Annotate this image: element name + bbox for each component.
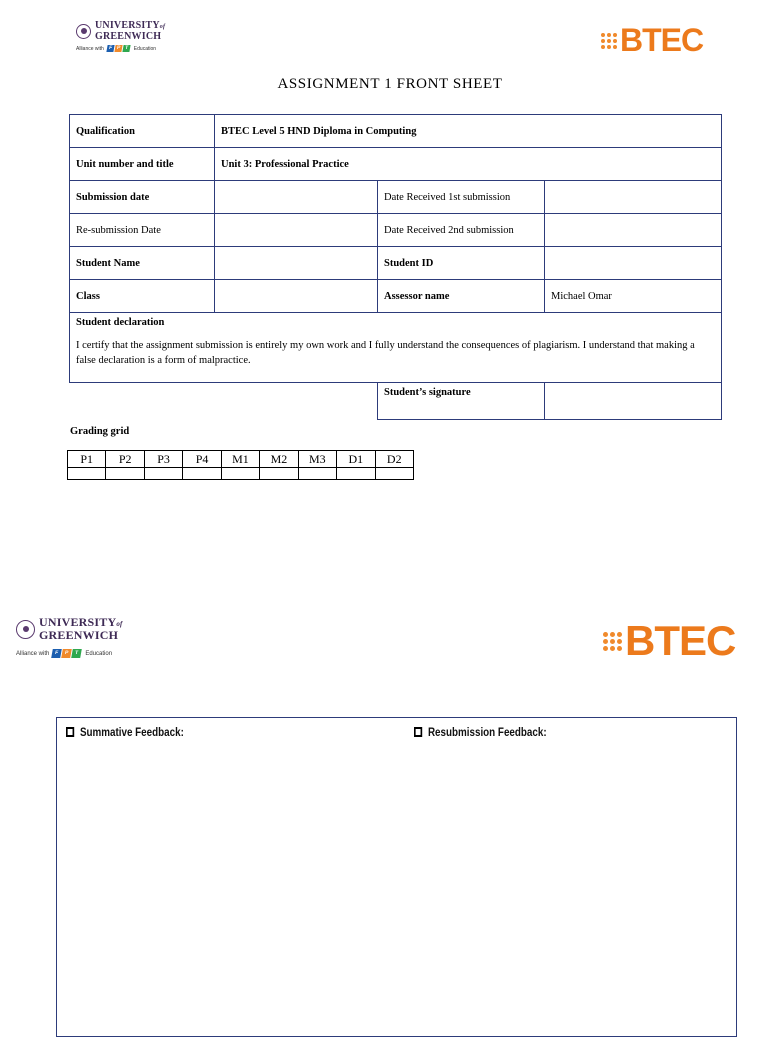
student-id-label: Student ID	[378, 247, 545, 280]
grading-value-row	[68, 468, 414, 480]
university-name-of: of	[116, 620, 123, 628]
grade-value-p1[interactable]	[68, 468, 106, 480]
university-logo	[76, 21, 165, 52]
row-submission-date	[70, 181, 722, 214]
grade-header-p3: P3	[144, 451, 182, 468]
university-logo-page2	[16, 617, 123, 658]
university-seal-icon	[16, 620, 35, 639]
resubmission-feedback-option[interactable]	[414, 725, 547, 739]
fpt-letter-t: T	[72, 649, 83, 658]
grade-value-m3[interactable]	[298, 468, 336, 480]
grade-header-d1: D1	[337, 451, 375, 468]
signature-label: Student’s signature	[378, 383, 545, 420]
btec-dots-icon	[603, 632, 622, 651]
declaration-text: I certify that the assignment submission is entirely my own work and I fully understand the consequences of plagiarism. I understand that making a false declaration is a form of malpractice.	[76, 340, 695, 366]
fpt-letter-p: P	[62, 649, 73, 658]
resubmission-feedback-label: Resubmission Feedback:	[427, 725, 547, 739]
row-unit	[70, 148, 722, 181]
checkbox-icon[interactable]	[414, 727, 422, 737]
grade-header-p4: P4	[183, 451, 221, 468]
grade-value-p4[interactable]	[183, 468, 221, 480]
btec-logo-page2	[603, 617, 735, 665]
submission-date-field[interactable]	[215, 181, 378, 214]
date-received-2-label: Date Received 2nd submission	[378, 214, 545, 247]
row-student-name	[70, 247, 722, 280]
alliance-prefix: Alliance with	[16, 650, 50, 657]
grade-value-m2[interactable]	[260, 468, 298, 480]
date-received-2-field[interactable]	[545, 214, 722, 247]
feedback-box	[56, 717, 737, 1037]
fpt-letter-t: T	[122, 45, 130, 52]
student-id-field[interactable]	[545, 247, 722, 280]
fpt-letter-f: F	[106, 45, 114, 52]
grade-value-p3[interactable]	[144, 468, 182, 480]
fpt-logo	[107, 45, 131, 52]
grading-grid-label: Grading grid	[70, 426, 130, 437]
front-sheet-table	[69, 114, 722, 420]
btec-logo	[601, 22, 703, 59]
assessor-field[interactable]: Michael Omar	[545, 280, 722, 313]
alliance-prefix: Alliance with	[76, 45, 104, 52]
class-label: Class	[70, 280, 215, 313]
resubmission-date-label: Re-submission Date	[70, 214, 215, 247]
summative-feedback-option[interactable]	[66, 725, 184, 739]
grading-header-row	[68, 451, 414, 468]
class-field[interactable]	[215, 280, 378, 313]
university-name-of: of	[159, 24, 166, 30]
university-name-line1: UNIVERSITY	[39, 615, 117, 629]
grade-value-d1[interactable]	[337, 468, 375, 480]
row-qualification	[70, 115, 722, 148]
grade-header-m3: M3	[298, 451, 336, 468]
student-name-field[interactable]	[215, 247, 378, 280]
grade-value-m1[interactable]	[221, 468, 259, 480]
alliance-suffix: Education	[85, 650, 113, 657]
assessor-label: Assessor name	[378, 280, 545, 313]
signature-field[interactable]	[545, 383, 722, 420]
unit-value: Unit 3: Professional Practice	[215, 148, 722, 181]
date-received-1-field[interactable]	[545, 181, 722, 214]
row-resubmission-date	[70, 214, 722, 247]
university-name-line1: UNIVERSITY	[95, 20, 160, 31]
page-title: ASSIGNMENT 1 FRONT SHEET	[277, 76, 503, 92]
submission-date-label: Submission date	[70, 181, 215, 214]
qualification-label: Qualification	[70, 115, 215, 148]
fpt-letter-p: P	[114, 45, 122, 52]
qualification-value: BTEC Level 5 HND Diploma in Computing	[215, 115, 722, 148]
row-signature	[70, 383, 722, 420]
student-name-label: Student Name	[70, 247, 215, 280]
university-name-line2: GREENWICH	[95, 31, 162, 42]
row-class	[70, 280, 722, 313]
btec-wordmark: BTEC	[625, 617, 736, 664]
declaration-cell	[70, 313, 722, 383]
row-declaration	[70, 313, 722, 383]
grade-value-p2[interactable]	[106, 468, 144, 480]
fpt-letter-f: F	[52, 649, 63, 658]
grading-grid	[67, 450, 414, 480]
university-name-line2: GREENWICH	[39, 628, 119, 642]
grade-header-m1: M1	[221, 451, 259, 468]
grade-header-p2: P2	[106, 451, 144, 468]
resubmission-date-field[interactable]	[215, 214, 378, 247]
alliance-suffix: Education	[133, 45, 157, 52]
checkbox-icon[interactable]	[66, 727, 74, 737]
grade-value-d2[interactable]	[375, 468, 414, 480]
btec-wordmark: BTEC	[620, 22, 704, 58]
unit-label: Unit number and title	[70, 148, 215, 181]
grade-header-m2: M2	[260, 451, 298, 468]
declaration-heading: Student declaration	[76, 317, 165, 328]
fpt-logo	[52, 649, 82, 658]
grade-header-d2: D2	[375, 451, 414, 468]
university-seal-icon	[76, 24, 91, 39]
date-received-1-label: Date Received 1st submission	[378, 181, 545, 214]
grade-header-p1: P1	[68, 451, 106, 468]
summative-feedback-label: Summative Feedback:	[79, 725, 184, 739]
btec-dots-icon	[601, 33, 617, 49]
